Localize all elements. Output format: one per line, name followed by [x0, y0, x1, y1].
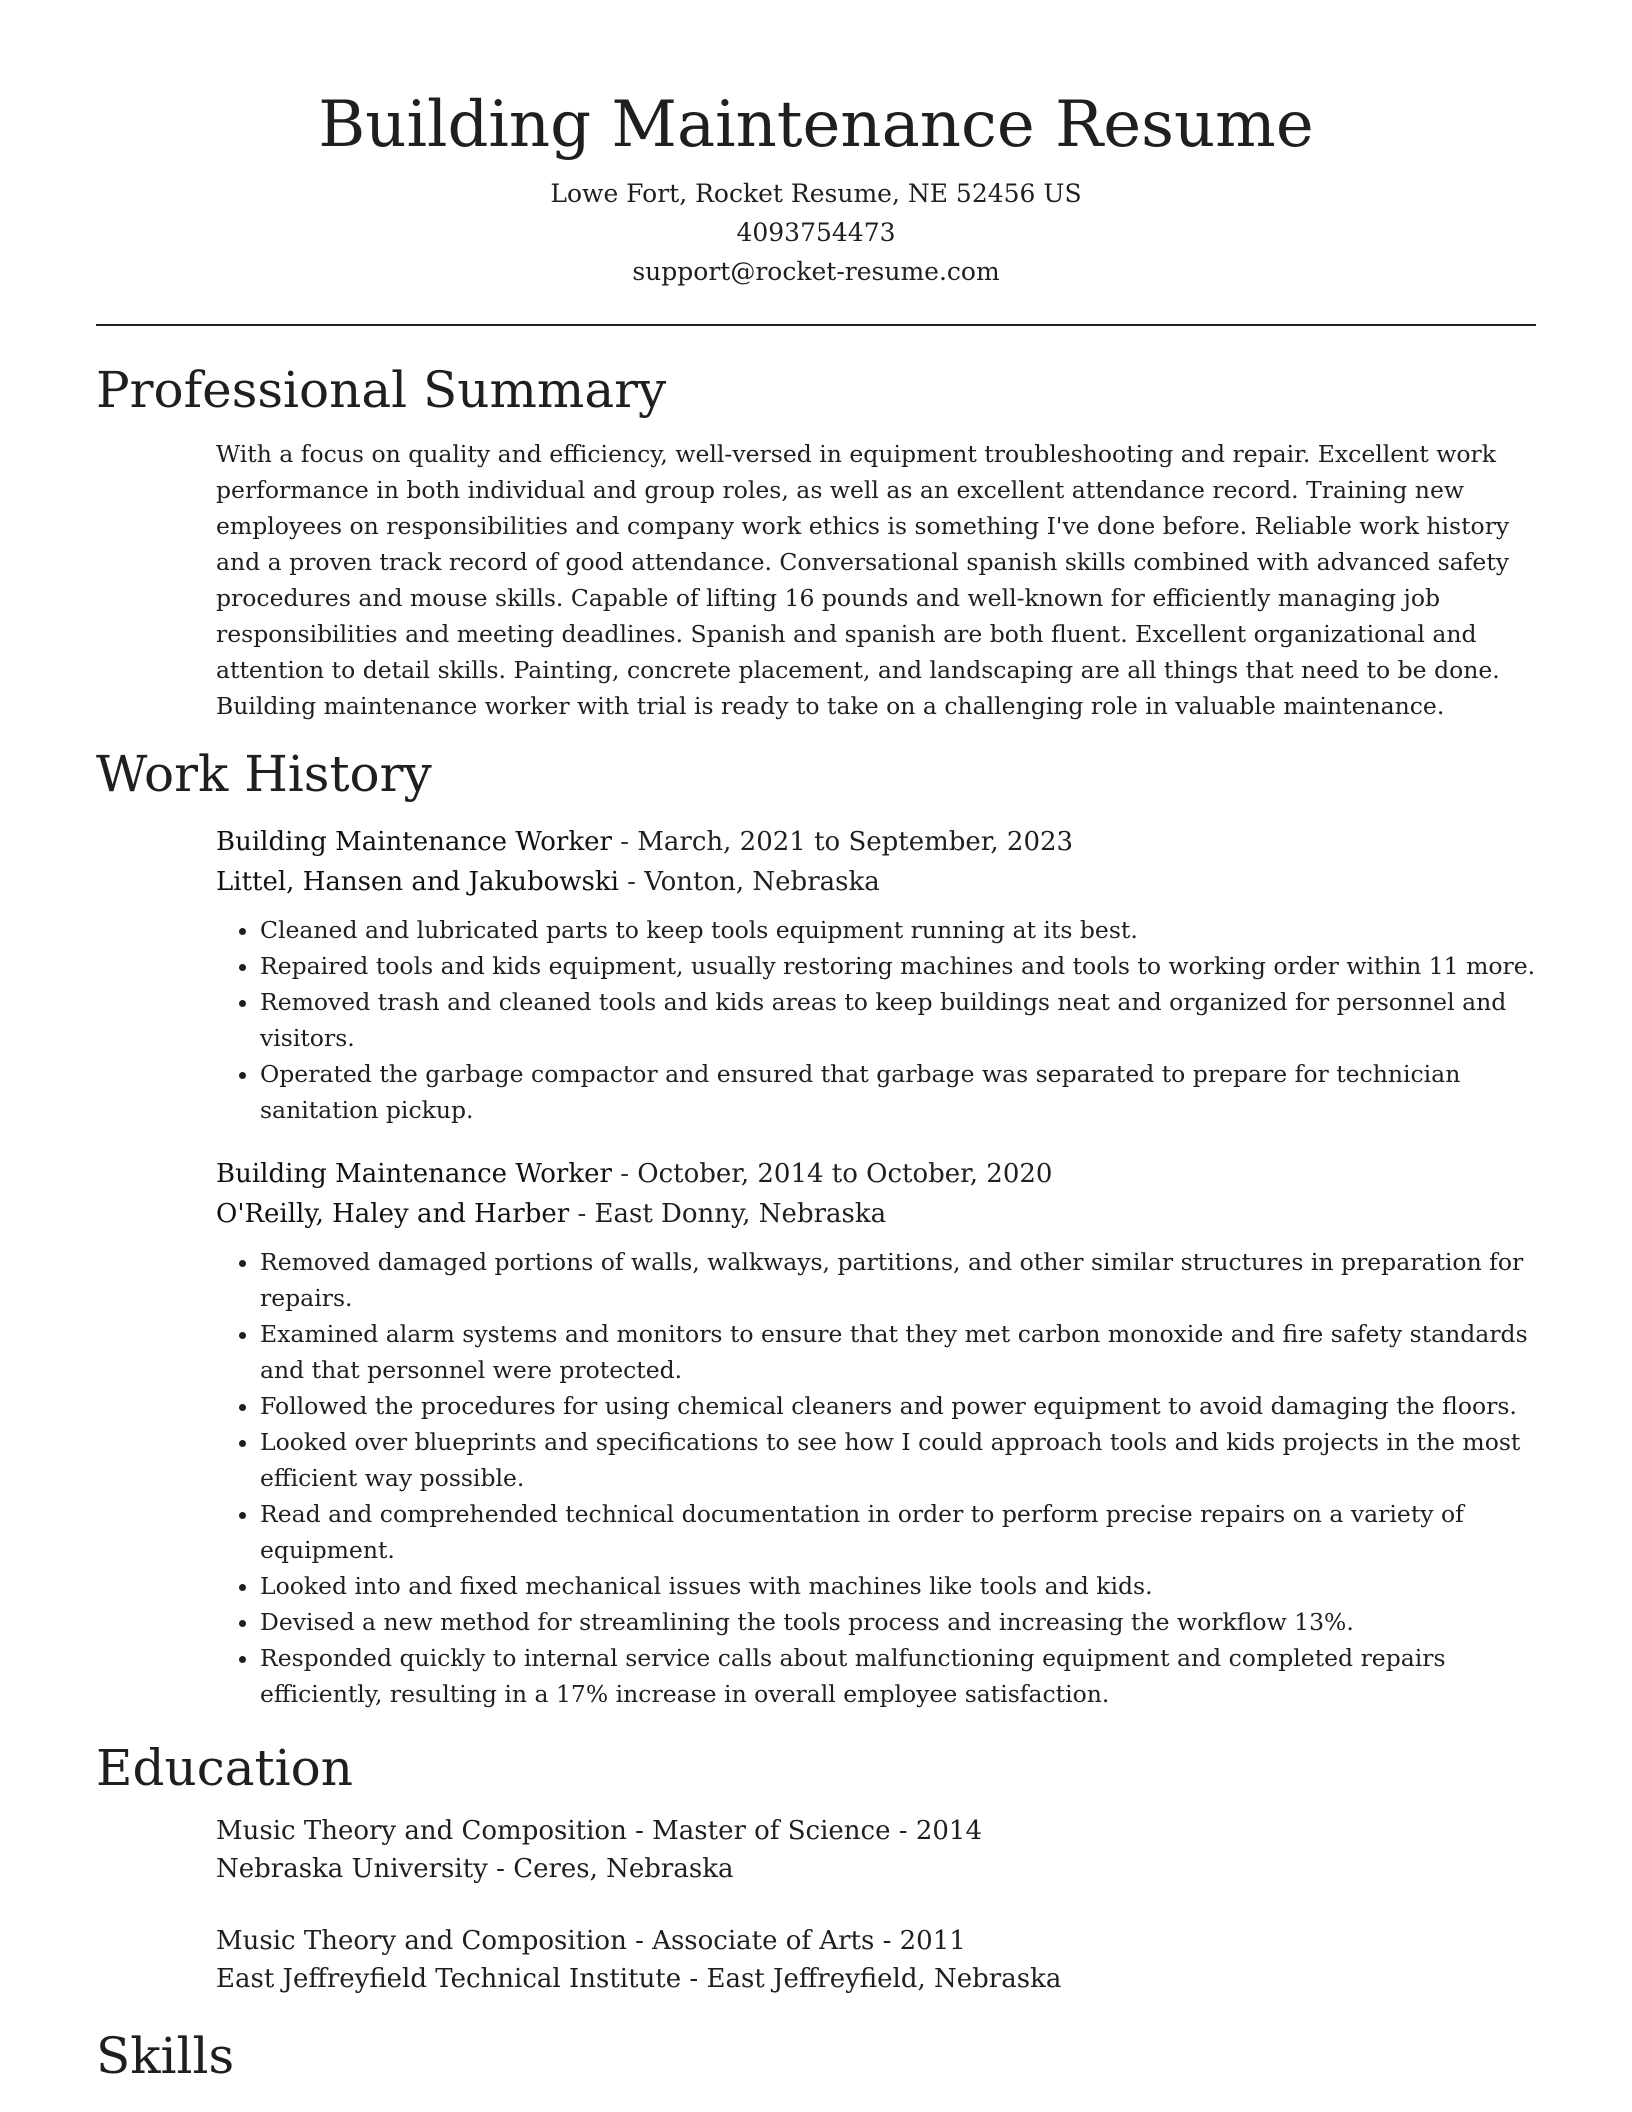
- job-location: Vonton, Nebraska: [644, 867, 880, 897]
- contact-email: support@rocket-resume.com: [632, 257, 1000, 286]
- education-section: [96, 1738, 1536, 1998]
- separator: -: [681, 1964, 707, 1994]
- education-year: 2014: [915, 1816, 982, 1846]
- skills-section: [96, 2026, 1536, 2086]
- job-dates: October, 2014 to October, 2020: [637, 1159, 1053, 1189]
- education-heading: Education: [96, 1739, 353, 1797]
- education-location: Ceres, Nebraska: [513, 1854, 734, 1884]
- job-bullets: [216, 912, 1536, 1128]
- job-bullet: • Responded quickly to internal service calls about malfunctioning equipment and completed repairs efficiently, resulting in a 17% increase in overall employee satisfaction.: [260, 1640, 1536, 1712]
- education-degree-line: [216, 1922, 1536, 1960]
- job-bullet: • Looked over blueprints and specifications to see how I could approach tools and kids projects in the most efficient way possible.: [260, 1424, 1536, 1496]
- education-school: East Jeffreyfield Technical Institute: [216, 1964, 682, 1994]
- job-location: East Donny, Nebraska: [594, 1199, 887, 1229]
- education-degree-line: [216, 1812, 1536, 1850]
- job-bullet: • Looked into and fixed mechanical issues with machines like tools and kids.: [260, 1568, 1536, 1604]
- job-title-line: [216, 1154, 1536, 1194]
- job-bullet: • Examined alarm systems and monitors to ensure that they met carbon monoxide and fire safety standards and that personnel were protected.: [260, 1316, 1536, 1388]
- education-year: 2011: [899, 1926, 966, 1956]
- job-company-line: [216, 1194, 1536, 1234]
- job-bullet: • Read and comprehended technical documentation in order to perform precise repairs on a variety of equipment.: [260, 1496, 1536, 1568]
- job-title-line: [216, 822, 1536, 862]
- job-entry: [216, 1154, 1536, 1712]
- separator: -: [874, 1926, 900, 1956]
- contact-address: Lowe Fort, Rocket Resume, NE 52456 US: [550, 179, 1082, 208]
- job-title: Building Maintenance Worker: [216, 827, 612, 857]
- job-bullet: • Followed the procedures for using chemical cleaners and power equipment to avoid damaging the floors.: [260, 1388, 1536, 1424]
- work-history-section: [96, 744, 1536, 1712]
- resume-title: Building Maintenance Resume: [318, 88, 1314, 162]
- job-bullet: • Devised a new method for streamlining the tools process and increasing the workflow 13%.: [260, 1604, 1536, 1640]
- job-bullet: • Operated the garbage compactor and ensured that garbage was separated to prepare for technician sanitation pickup.: [260, 1056, 1536, 1128]
- education-entry: [216, 1812, 1536, 1888]
- job-bullets: [216, 1244, 1536, 1712]
- job-bullet: • Cleaned and lubricated parts to keep tools equipment running at its best.: [260, 912, 1536, 948]
- job-bullet: • Repaired tools and kids equipment, usually restoring machines and tools to working order within 11 more.: [260, 948, 1536, 984]
- education-school-line: [216, 1960, 1536, 1998]
- resume-page: [96, 0, 1536, 2086]
- job-title: Building Maintenance Worker: [216, 1159, 612, 1189]
- separator: -: [487, 1854, 514, 1884]
- education-degree: Master of Science: [652, 1816, 891, 1846]
- education-entry: [216, 1922, 1536, 1998]
- job-company-line: [216, 862, 1536, 902]
- contact-info: [96, 174, 1536, 291]
- header-divider: [96, 324, 1536, 326]
- education-field: Music Theory and Composition: [216, 1926, 627, 1956]
- education-school: Nebraska University: [216, 1854, 488, 1884]
- summary-heading: Professional Summary: [96, 361, 667, 419]
- job-company: O'Reilly, Haley and Harber: [216, 1199, 570, 1229]
- professional-summary-section: [96, 360, 1536, 724]
- separator: -: [618, 867, 645, 897]
- education-school-line: [216, 1850, 1536, 1888]
- separator: -: [611, 1159, 638, 1189]
- job-dates: March, 2021 to September, 2023: [637, 827, 1074, 857]
- separator: -: [890, 1816, 916, 1846]
- education-field: Music Theory and Composition: [216, 1816, 627, 1846]
- separator: -: [626, 1926, 653, 1956]
- job-bullet: • Removed trash and cleaned tools and kids areas to keep buildings neat and organized for personnel and visitors.: [260, 984, 1536, 1056]
- job-entry: [216, 822, 1536, 1128]
- job-company: Littel, Hansen and Jakubowski: [216, 867, 619, 897]
- separator: -: [611, 827, 638, 857]
- resume-header: [96, 0, 1536, 291]
- education-degree: Associate of Arts: [652, 1926, 875, 1956]
- skills-heading: Skills: [96, 2027, 235, 2085]
- work-history-heading: Work History: [96, 745, 432, 803]
- job-bullet: • Removed damaged portions of walls, walkways, partitions, and other similar structures in preparation for repairs.: [260, 1244, 1536, 1316]
- summary-text: With a focus on quality and efficiency, well-versed in equipment troubleshooting and repair. Excellent work performance in both individual and group roles, as well as an excellent attendance record. Training new employees on responsibilities and company work ethics is something I've done before. Reliable work history and a proven track record of good attendance. Conversational spanish skills combined with advanced safety procedures and mouse skills. Capable of lifting 16 pounds and well-known for efficiently managing job responsibilities and meeting deadlines. Spanish and spanish are both fluent. Excellent organizational and attention to detail skills. Painting, concrete placement, and landscaping are all things that need to be done. Building maintenance worker with trial is ready to take on a challenging role in valuable maintenance.: [216, 440, 1510, 720]
- contact-phone: 4093754473: [736, 218, 896, 247]
- education-location: East Jeffreyfield, Nebraska: [706, 1964, 1062, 1994]
- separator: -: [569, 1199, 595, 1229]
- separator: -: [626, 1816, 653, 1846]
